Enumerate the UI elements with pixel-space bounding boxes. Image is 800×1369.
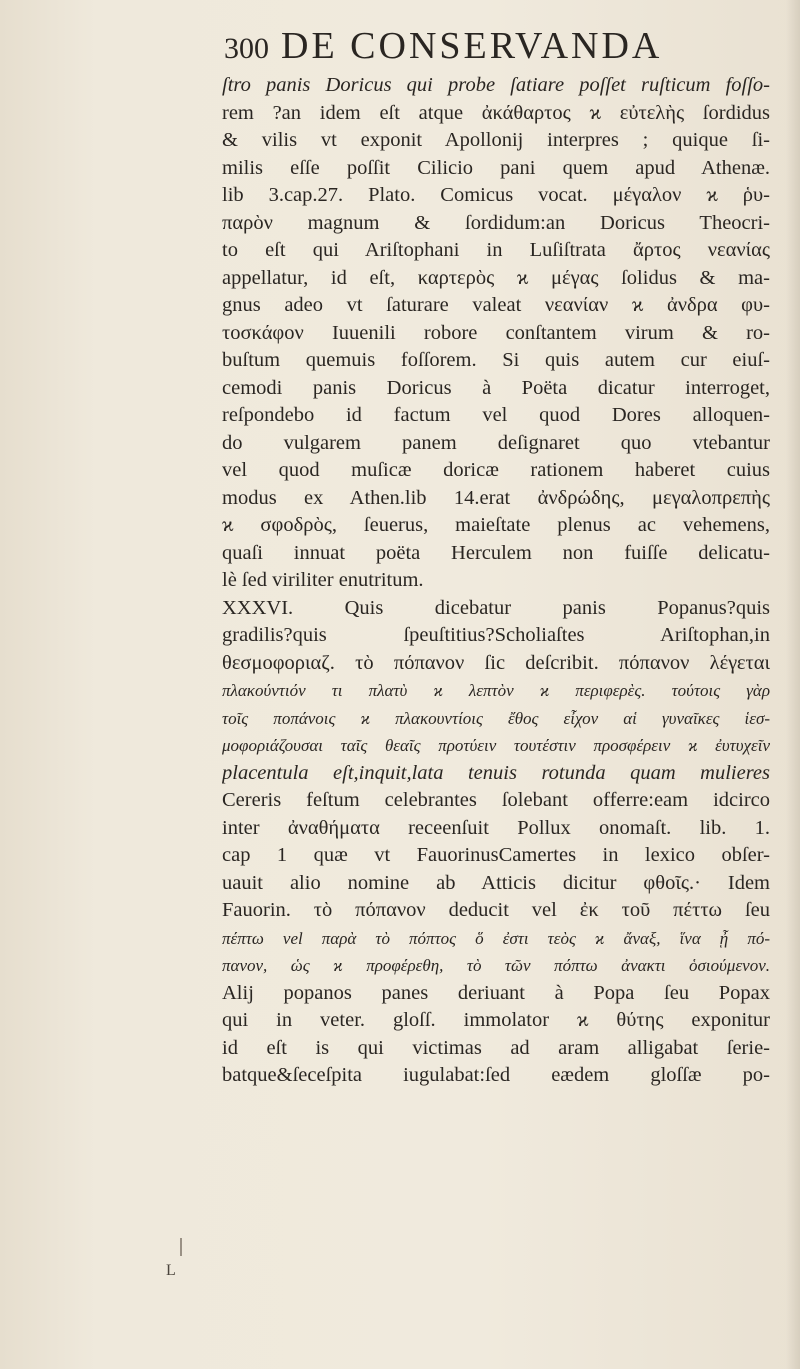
page-number: 300 [224,32,269,65]
text-line: inter ἀναθήματα receenſuit Pollux onomaſt. lib. 1. [222,816,770,839]
greek-line: πανον, ὡς ϰ πρoφέρεθη, τὸ τῶν πόπτω ἀνακτι ὁσιούμενον. [222,956,770,975]
text-line: rem ?an idem eſt atque ἀκάθαρτος ϰ εὐτελὴς ſordidus [222,101,770,124]
text-line: cap 1 quæ vt FauorinusCamertes in lexico obſer- [222,844,770,866]
text-line: ϰ σφοδρὸς, ſeuerus, maieſtate plenus ac vehemens, [222,514,770,536]
text-line: lib 3.cap.27. Plato. Comicus vocat. μέγαλον ϰ ῥυ- [222,184,770,206]
text-line: buſtum quemuis foſſorem. Si quis autem cur eiuſ- [222,349,770,371]
greek-line: τοῖς ποπάνοις ϰ πλακουντίοις ἔθος εἶχον αἱ γυναῖκες ἱεσ- [222,708,770,728]
text-line: cemodi panis Doricus à Poëta dicatur interroget, [222,376,770,399]
text-line: Alij popanos panes deriuant à Popa ſeu Popax [222,981,770,1004]
body-text [222,72,770,1090]
margin-note: L [166,1262,176,1279]
text-line: quaſi innuat poëta Herculem non fuiſſe delicatu- [222,541,770,564]
text-line: τοσκάφον Iuuenili robore conſtantem virum & ro- [222,321,770,344]
text-line: ſtro panis Doricus qui probe ſatiare poſſet ruſticum foſſo- [222,74,770,96]
section-heading-line: XXXVI. Quis dicebatur panis Popanus?quis [222,596,770,619]
text-line: uauit alio nomine ab Atticis dicitur φθοῖς.· Idem [222,871,770,894]
margin-stroke [180,1238,182,1256]
text-line: παρὸν magnum & ſordidum:an Doricus Theocri- [222,211,770,234]
text-line: θεσμοφοριαζ. τὸ πόπανον ſic deſcribit. πόπανον λέγεται [222,651,770,674]
text-line: vel quod muſicæ doricæ rationem haberet cuius [222,459,770,481]
running-head [224,24,684,71]
text-line: Cereris feſtum celebrantes ſolebant offerre:eam idcirco [222,789,770,811]
text-line: batque&ſeceſpita iugulabat:ſed eædem gloſſæ po- [222,1064,770,1086]
greek-line: πλακούντιόν τι πλατὺ ϰ λεπτὸν ϰ περιφερὲς. τούτοις γὰρ [222,681,770,700]
text-line: & vilis vt exponit Apollonij interpres ; quique ſi- [222,129,770,151]
text-line: placentula eſt,inquit,lata tenuis rotunda quam mulieres [222,761,770,784]
text-line: reſpondebo id factum vel quod Dores alloquen- [222,404,770,426]
text-line: appellatur, id eſt, καρτερὸς ϰ μέγας ſolidus & ma- [222,266,770,289]
text-line: do vulgarem panem deſignaret quo vtebantur [222,431,770,454]
text-line: gradilis?quis ſpeuſtitius?Scholiaſtes Ariſtophan,in [222,624,770,646]
running-head-title: DE CONSERVANDA [281,25,663,67]
text-line: gnus adeo vt ſaturare valeat νεανίαν ϰ ἀνδρα φυ- [222,294,770,316]
text-line: qui in veter. gloſſ. immolator ϰ θύτης exponitur [222,1009,770,1031]
text-line: lè ſed viriliter enutritum. [222,569,424,591]
page-edge-shadow [786,0,800,1369]
text-line: id eſt is qui victimas ad aram alligabat ſerie- [222,1036,770,1059]
greek-line: μοφοριάζουσαι ταῖς θεαῖς πρoτύειν τουτέστιν προσφέρειν ϰ ἐυτυχεῖν [222,736,770,755]
text-line: milis eſſe poſſit Cilicio pani quem apud Athenæ. [222,156,770,179]
text-line: Fauorin. τὸ πόπανον deducit vel ἐκ τοῦ πέττω ſeu [222,899,770,921]
text-line: modus ex Athen.lib 14.erat ἀνδρώδης, μεγαλοπρεπὴς [222,486,770,509]
greek-line: πέπτω vel παρὰ τὸ πόπτος ὅ ἐστι τεὸς ϰ ἄναξ, ἵνα ᾖ πό- [222,928,770,948]
text-line: to eſt qui Ariſtophani in Luſiſtrata ἄρτος νεανίας [222,239,770,261]
